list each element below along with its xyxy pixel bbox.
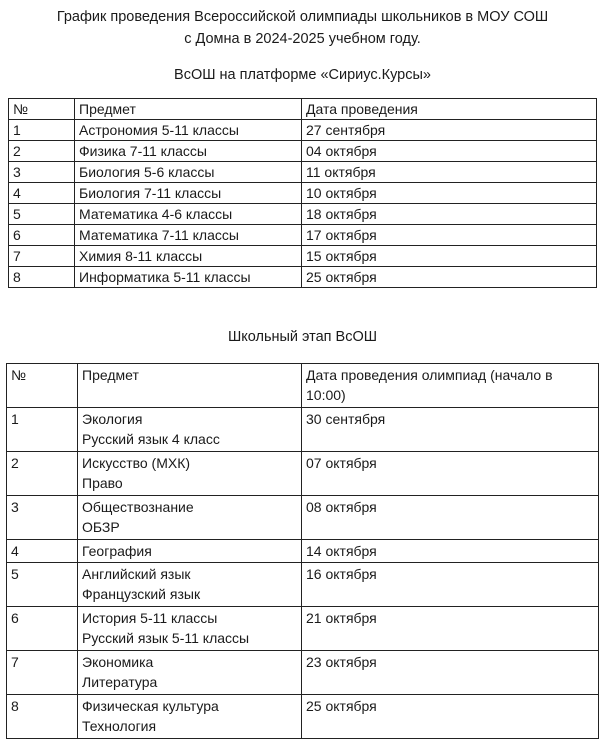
row-number: 7	[9, 246, 75, 267]
sirius-schedule-table	[8, 98, 597, 288]
row-number: 1	[7, 408, 78, 452]
row-subject: Астрономия 5-11 классы	[75, 120, 302, 141]
table-row	[7, 651, 599, 695]
subject-line: Искусство (МХК)	[82, 455, 191, 471]
subject-line: Экология	[82, 411, 143, 427]
subject-line: Технология	[82, 718, 157, 734]
row-date: 23 октября	[302, 651, 599, 695]
row-date: 25 октября	[302, 267, 597, 288]
row-number: 3	[9, 162, 75, 183]
subject-line: Право	[82, 475, 123, 491]
row-date: 25 октября	[302, 695, 599, 739]
row-number: 8	[7, 695, 78, 739]
subject-line: ОБЗР	[82, 519, 120, 535]
subject-line: Английский язык	[82, 566, 191, 582]
row-number: 1	[9, 120, 75, 141]
row-subject: Математика 4-6 классы	[75, 204, 302, 225]
row-date: 18 октября	[302, 204, 597, 225]
row-number: 2	[9, 141, 75, 162]
subject-line: Обществознание	[82, 499, 194, 515]
table-row	[9, 204, 597, 225]
table-row	[7, 695, 599, 739]
row-date: 10 октября	[302, 183, 597, 204]
row-number: 3	[7, 496, 78, 540]
row-date: 17 октября	[302, 225, 597, 246]
table-header-row	[9, 99, 597, 120]
column-header-subject: Предмет	[78, 364, 302, 408]
row-subject: Химия 8-11 классы	[75, 246, 302, 267]
row-subject: Физика 7-11 классы	[75, 141, 302, 162]
column-header-number: №	[9, 99, 75, 120]
subject-line: Русский язык 4 класс	[82, 431, 220, 447]
row-subject: Математика 7-11 классы	[75, 225, 302, 246]
table-row	[7, 607, 599, 651]
row-date: 11 октября	[302, 162, 597, 183]
row-number: 4	[7, 540, 78, 563]
table-header-row	[7, 364, 599, 408]
row-number: 7	[7, 651, 78, 695]
row-date: 30 сентября	[302, 408, 599, 452]
row-subjects	[78, 651, 302, 695]
table-row	[7, 452, 599, 496]
school-stage-heading: Школьный этап ВсОШ	[227, 329, 378, 345]
row-subjects	[78, 408, 302, 452]
subject-line: Литература	[82, 674, 158, 690]
subject-line: Русский язык 5-11 классы	[82, 630, 250, 646]
subject-line: История 5-11 классы	[82, 610, 218, 626]
row-date: 15 октября	[302, 246, 597, 267]
column-header-subject: Предмет	[75, 99, 302, 120]
row-subjects	[78, 452, 302, 496]
row-number: 2	[7, 452, 78, 496]
row-date: 07 октября	[302, 452, 599, 496]
row-subjects	[78, 695, 302, 739]
row-subjects	[78, 496, 302, 540]
row-number: 5	[7, 563, 78, 607]
sirius-section-heading: ВсОШ на платформе «Сириус.Курсы»	[174, 67, 431, 83]
table-row	[9, 141, 597, 162]
table-row	[7, 540, 599, 563]
table-row	[7, 563, 599, 607]
table-row	[9, 225, 597, 246]
column-header-number: №	[7, 364, 78, 408]
row-subjects	[78, 540, 302, 563]
row-subjects	[78, 563, 302, 607]
school-stage-table	[6, 363, 599, 739]
column-header-date: Дата проведения олимпиад (начало в 10:00)	[302, 364, 599, 408]
table-row	[7, 496, 599, 540]
row-subjects	[78, 607, 302, 651]
row-date: 04 октября	[302, 141, 597, 162]
row-subject: Информатика 5-11 классы	[75, 267, 302, 288]
subject-line: Французский язык	[82, 586, 201, 602]
row-number: 5	[9, 204, 75, 225]
row-number: 4	[9, 183, 75, 204]
row-date: 21 октября	[302, 607, 599, 651]
table-row	[9, 246, 597, 267]
document-subtitle: с Домна в 2024-2025 учебном году.	[184, 31, 421, 47]
row-date: 27 сентября	[302, 120, 597, 141]
table-row	[9, 183, 597, 204]
row-date: 16 октября	[302, 563, 599, 607]
column-header-date: Дата проведения	[302, 99, 597, 120]
table-row	[9, 162, 597, 183]
row-number: 8	[9, 267, 75, 288]
table-row	[7, 408, 599, 452]
row-number: 6	[7, 607, 78, 651]
table-row	[9, 120, 597, 141]
table-row	[9, 267, 597, 288]
document-title: График проведения Всероссийской олимпиады школьников в МОУ СОШ	[56, 9, 549, 25]
row-date: 14 октября	[302, 540, 599, 563]
row-number: 6	[9, 225, 75, 246]
row-subject: Биология 7-11 классы	[75, 183, 302, 204]
subject-line: География	[82, 543, 152, 559]
row-date: 08 октября	[302, 496, 599, 540]
row-subject: Биология 5-6 классы	[75, 162, 302, 183]
subject-line: Экономика	[82, 654, 154, 670]
subject-line: Физическая культура	[82, 698, 219, 714]
